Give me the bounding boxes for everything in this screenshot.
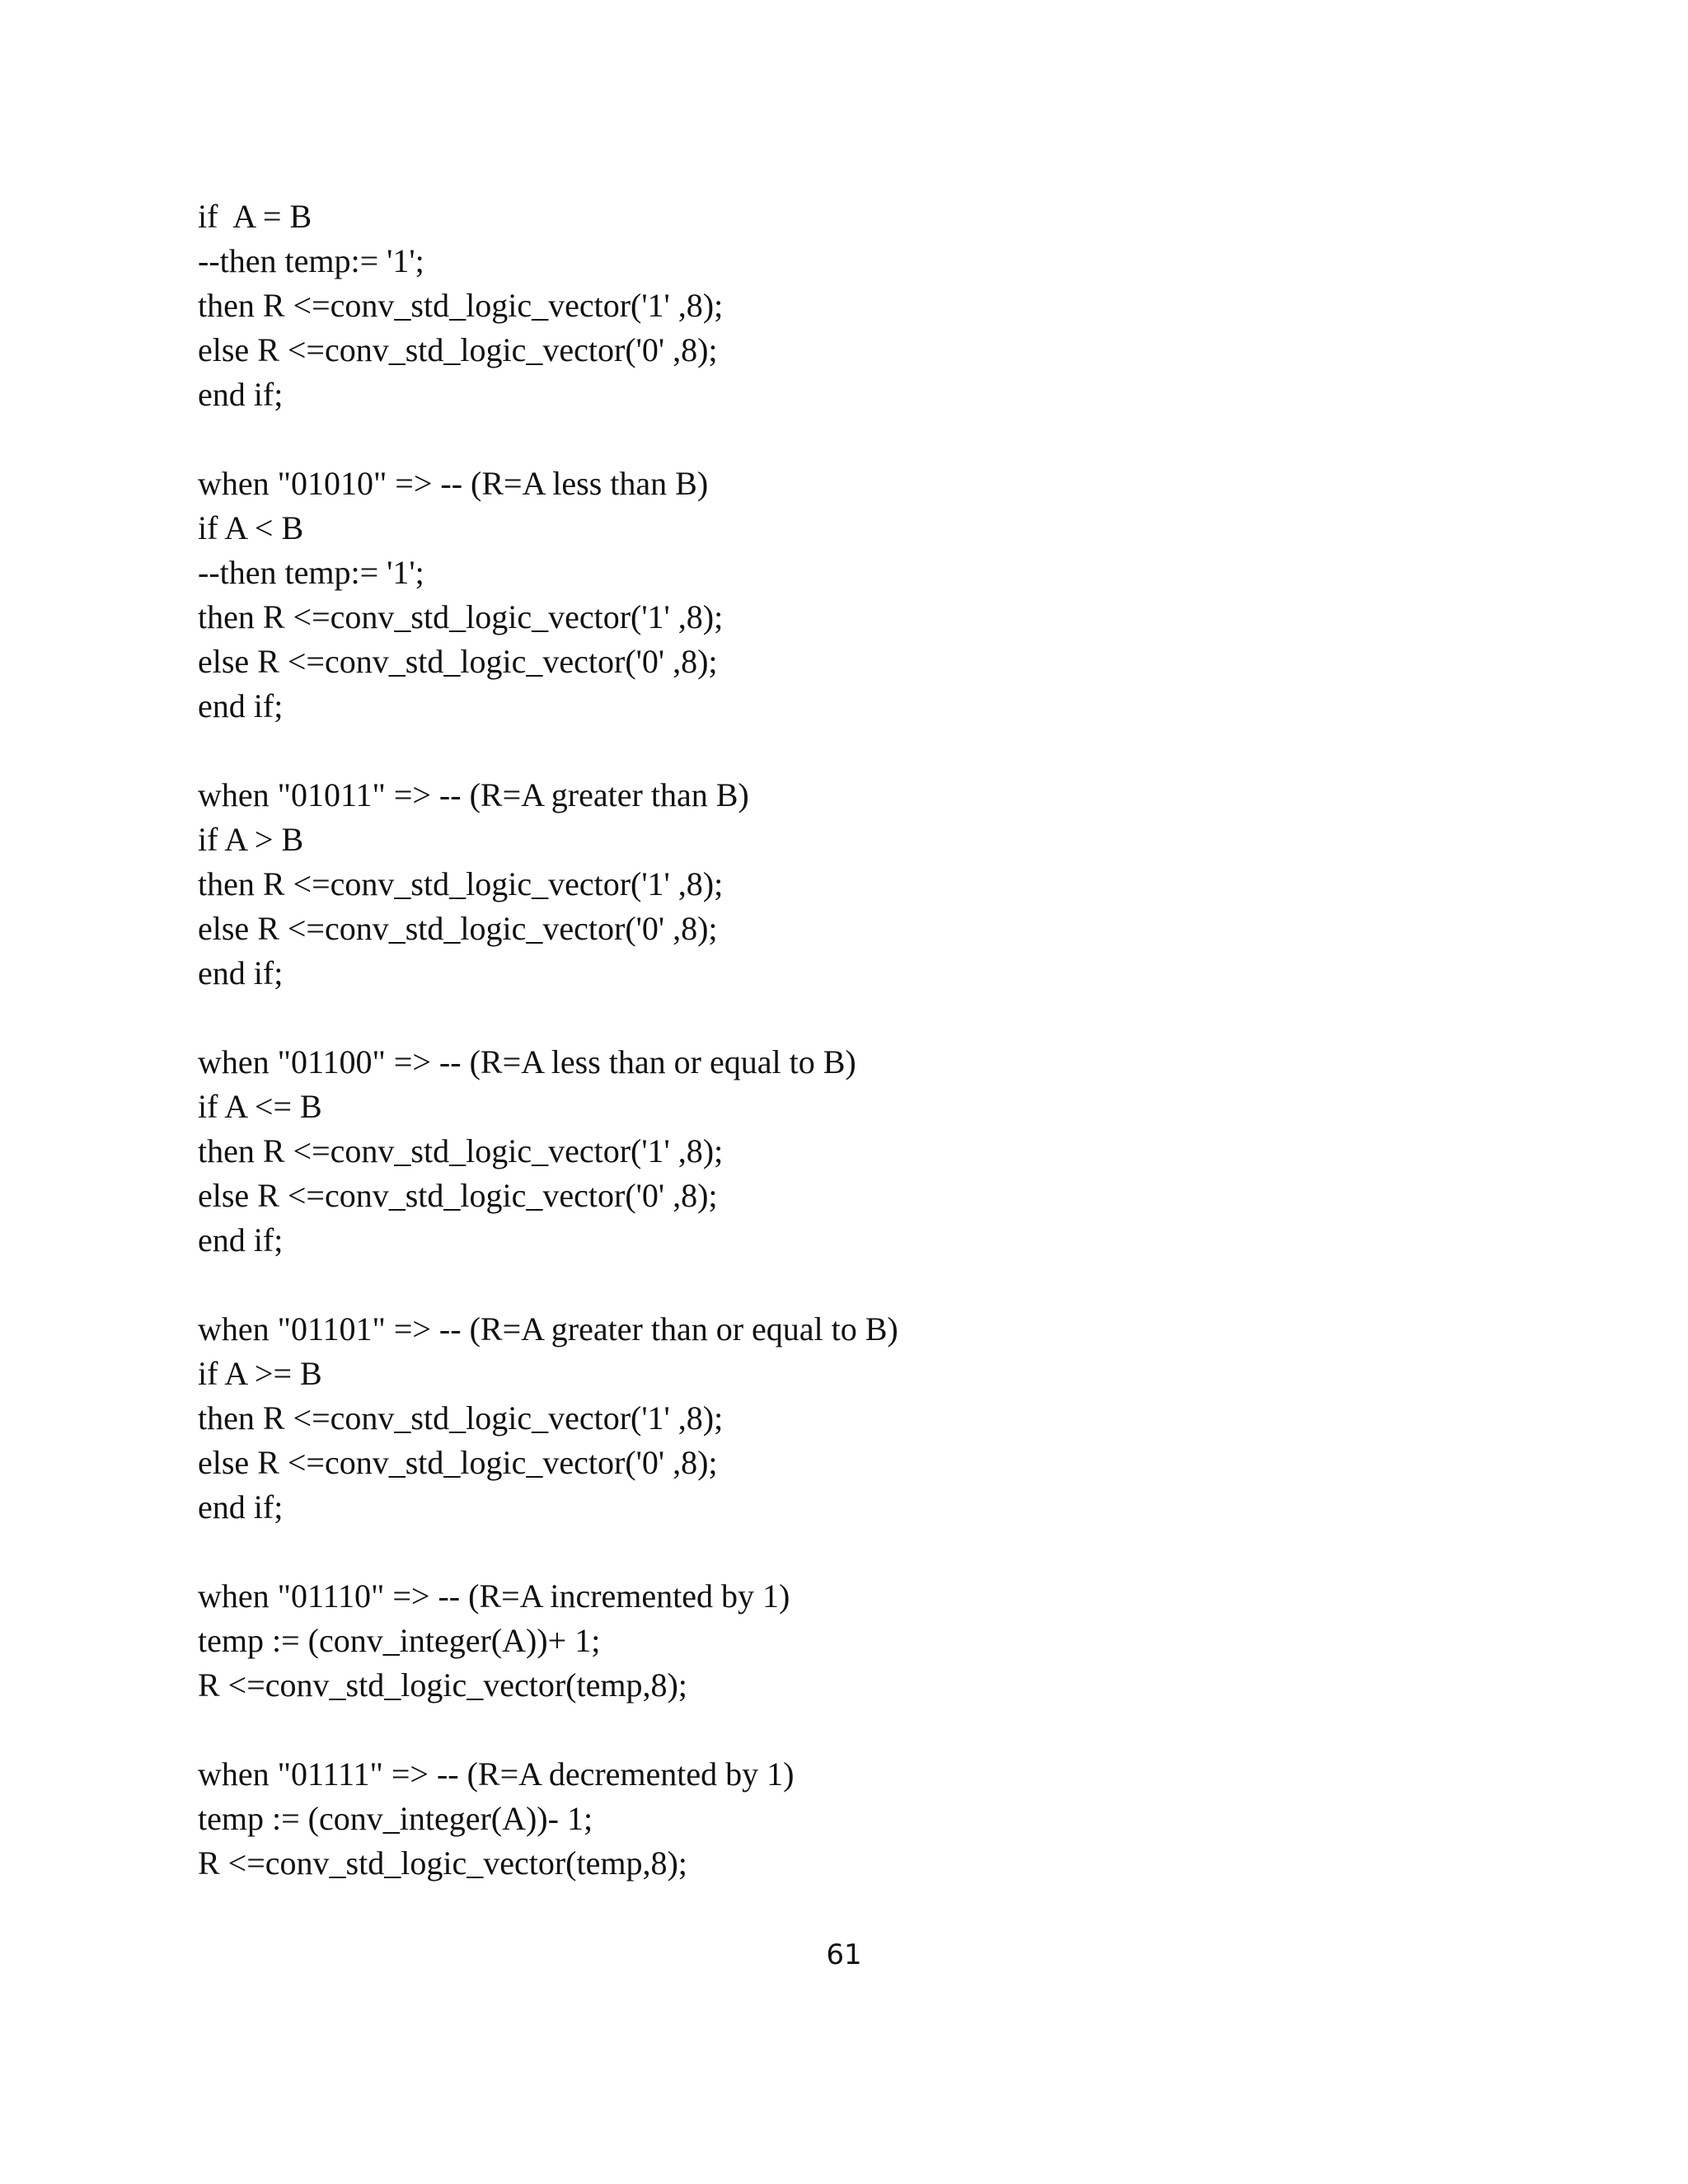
- code-line: end if;: [198, 954, 284, 991]
- code-line: then R <=conv_std_logic_vector('1' ,8);: [198, 1132, 724, 1169]
- code-line: end if;: [198, 1221, 284, 1258]
- code-line: when "01111" => -- (R=A decremented by 1): [198, 1755, 795, 1793]
- code-line: --then temp:= '1';: [198, 554, 424, 591]
- code-line: temp := (conv_integer(A))- 1;: [198, 1800, 593, 1837]
- blank-line: [198, 996, 1599, 1040]
- blank-line: [198, 1263, 1599, 1307]
- blank-line: [198, 417, 1599, 462]
- blank-line: [198, 729, 1599, 773]
- code-line: when "01010" => -- (R=A less than B): [198, 465, 709, 502]
- code-line: then R <=conv_std_logic_vector('1' ,8);: [198, 287, 724, 324]
- code-line: R <=conv_std_logic_vector(temp,8);: [198, 1844, 687, 1882]
- code-line: if A >= B: [198, 1355, 322, 1392]
- code-line: else R <=conv_std_logic_vector('0' ,8);: [198, 1177, 718, 1214]
- code-line: if A <= B: [198, 1088, 322, 1125]
- code-line: end if;: [198, 687, 284, 724]
- code-line: if A = B: [198, 198, 312, 235]
- code-line: then R <=conv_std_logic_vector('1' ,8);: [198, 865, 724, 902]
- code-line: else R <=conv_std_logic_vector('0' ,8);: [198, 910, 718, 947]
- page-number: 61: [826, 1938, 862, 1971]
- code-line: then R <=conv_std_logic_vector('1' ,8);: [198, 598, 724, 635]
- code-line: end if;: [198, 1488, 284, 1526]
- code-line: end if;: [198, 376, 284, 413]
- blank-line: [198, 1708, 1599, 1752]
- blank-line: [198, 1530, 1599, 1574]
- code-listing: [198, 194, 1599, 1886]
- code-line: if A > B: [198, 821, 304, 858]
- code-line: else R <=conv_std_logic_vector('0' ,8);: [198, 331, 718, 368]
- code-line: R <=conv_std_logic_vector(temp,8);: [198, 1666, 687, 1704]
- code-line: when "01101" => -- (R=A greater than or equal to B): [198, 1310, 898, 1347]
- code-line: else R <=conv_std_logic_vector('0' ,8);: [198, 1444, 718, 1481]
- code-line: if A < B: [198, 509, 304, 546]
- code-line: --then temp:= '1';: [198, 242, 424, 279]
- code-line: when "01110" => -- (R=A incremented by 1): [198, 1577, 790, 1615]
- code-line: when "01100" => -- (R=A less than or equal to B): [198, 1043, 856, 1080]
- code-line: then R <=conv_std_logic_vector('1' ,8);: [198, 1399, 724, 1436]
- code-line: else R <=conv_std_logic_vector('0' ,8);: [198, 643, 718, 680]
- code-line: temp := (conv_integer(A))+ 1;: [198, 1622, 601, 1659]
- code-line: when "01011" => -- (R=A greater than B): [198, 776, 749, 813]
